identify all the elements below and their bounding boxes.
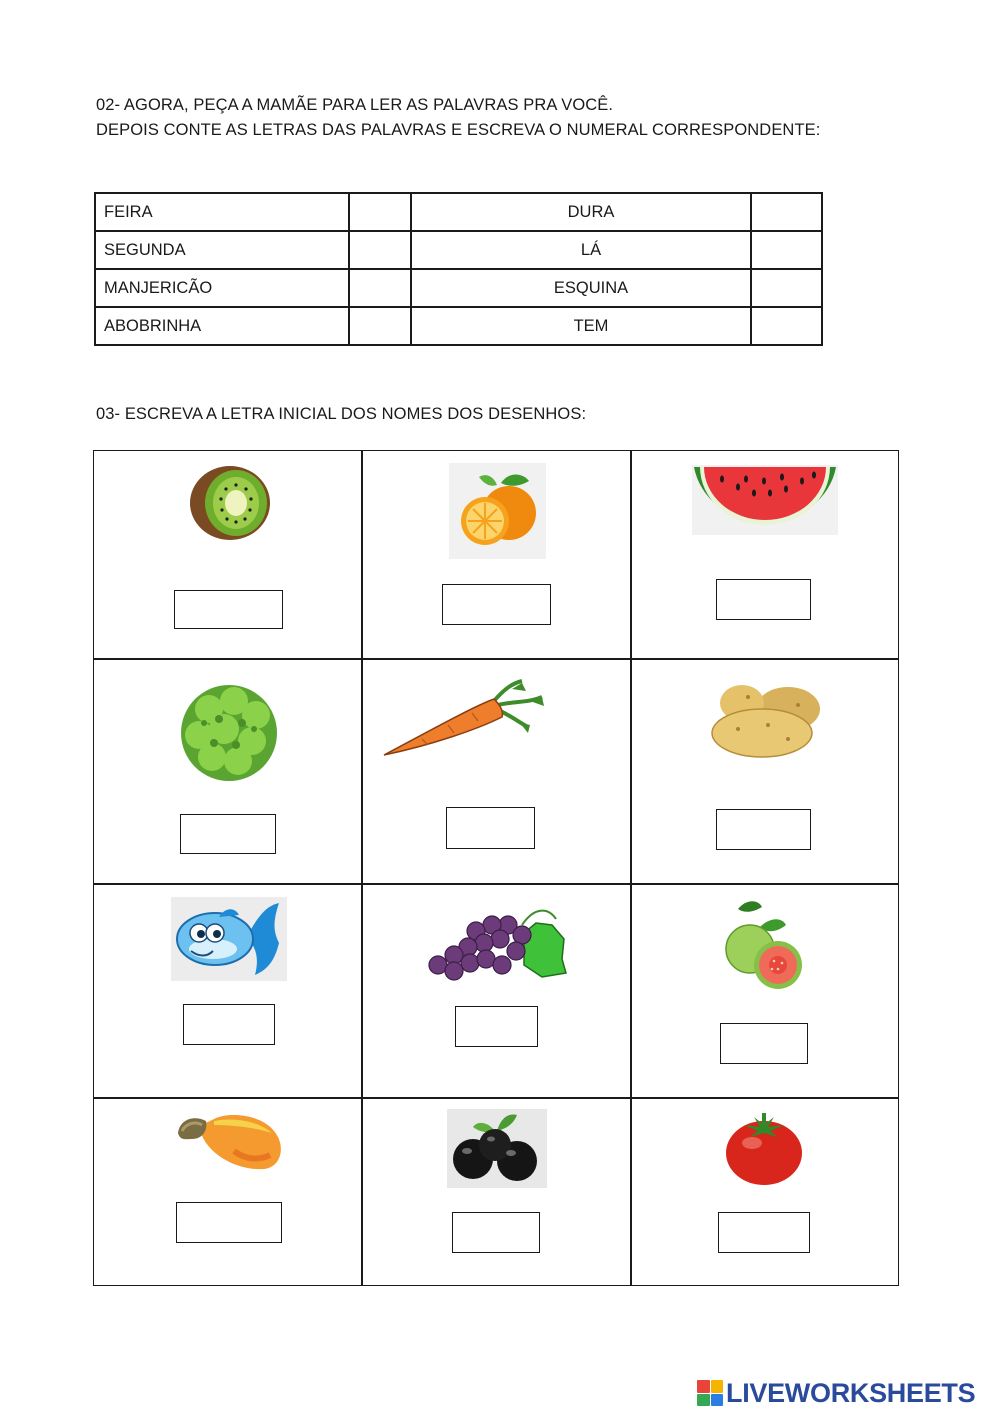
letter-count-input[interactable]: [752, 270, 821, 306]
fish-icon: [171, 897, 287, 981]
cashew-icon: [174, 1111, 284, 1173]
word-label: LÁ: [411, 231, 751, 269]
question-2-line-1: 02- AGORA, PEÇA A MAMÃE PARA LER AS PALAVRAS PRA VOCÊ.: [96, 96, 614, 114]
initial-letter-input[interactable]: [174, 590, 283, 629]
word-label: DURA: [411, 193, 751, 231]
letter-count-input[interactable]: [752, 308, 821, 344]
letter-count-input[interactable]: [350, 308, 410, 344]
initial-letter-input[interactable]: [446, 807, 535, 849]
potato-icon: [708, 679, 824, 761]
picture-grid: [94, 451, 900, 1287]
question-3-instructions: 03- ESCREVA A LETRA INICIAL DOS NOMES DOS DESENHOS:: [96, 405, 587, 423]
word-label: TEM: [411, 307, 751, 345]
question-2-line-2: DEPOIS CONTE AS LETRAS DAS PALAVRAS E ESCREVA O NUMERAL CORRESPONDENTE:: [96, 121, 821, 139]
kiwi-icon: [188, 463, 274, 543]
letter-count-input[interactable]: [350, 194, 410, 230]
tomato-icon: [724, 1109, 804, 1187]
logo-text: LIVEWORKSHEETS: [726, 1378, 976, 1408]
word-count-table: [94, 192, 823, 346]
initial-letter-input[interactable]: [720, 1023, 808, 1064]
initial-letter-input[interactable]: [716, 579, 811, 620]
watermelon-icon: [692, 465, 838, 535]
word-row: [95, 269, 822, 307]
word-label: ESQUINA: [411, 269, 751, 307]
jabuticaba-icon: [447, 1109, 547, 1188]
word-row: [95, 307, 822, 345]
initial-letter-input[interactable]: [455, 1006, 538, 1047]
guava-icon: [720, 899, 810, 995]
initial-letter-input[interactable]: [183, 1004, 275, 1045]
grapes-icon: [424, 903, 572, 981]
word-row: [95, 231, 822, 269]
logo-mark-icon: [697, 1380, 723, 1406]
letter-count-input[interactable]: [752, 232, 821, 268]
orange-icon: [449, 463, 546, 559]
initial-letter-input[interactable]: [716, 809, 811, 850]
word-label: MANJERICÃO: [95, 269, 349, 307]
carrot-icon: [382, 679, 550, 759]
initial-letter-input[interactable]: [452, 1212, 540, 1253]
initial-letter-input[interactable]: [442, 584, 551, 625]
initial-letter-input[interactable]: [180, 814, 276, 854]
word-label: ABOBRINHA: [95, 307, 349, 345]
letter-count-input[interactable]: [350, 232, 410, 268]
lettuce-icon: [174, 679, 284, 783]
initial-letter-input[interactable]: [718, 1212, 810, 1253]
word-label: FEIRA: [95, 193, 349, 231]
initial-letter-input[interactable]: [176, 1202, 282, 1243]
letter-count-input[interactable]: [752, 194, 821, 230]
word-row: [95, 193, 822, 231]
liveworksheets-logo: [697, 1377, 975, 1409]
question-2-instructions: [96, 93, 820, 143]
word-label: SEGUNDA: [95, 231, 349, 269]
letter-count-input[interactable]: [350, 270, 410, 306]
